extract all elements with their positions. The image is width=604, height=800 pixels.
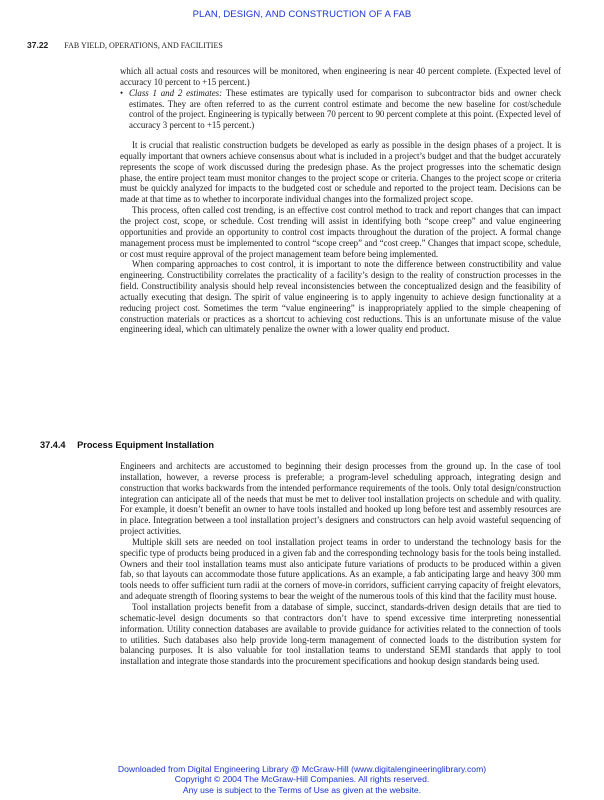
section-number: 37.4.4	[40, 440, 66, 450]
section-text-block	[120, 461, 561, 667]
body-paragraph: It is crucial that realistic construction budgets be developed as early as possible in the design phases of a project. It is equally important that owners achieve consensus about what is included in a project’s budget and that the budget accurately represents the scope of work discussed during the predesign phase. As the project progresses into the schematic design phase, the entire project team must monitor changes to the project scope or criteria. Changes to the project scope or criteria must be quickly analyzed for impacts to the budgeted cost or schedule and reported to the project team. Decisions can be made at that time as to whether to incorporate individual changes into the formalized project scope.	[120, 140, 561, 205]
footer-source-line: Downloaded from Digital Engineering Library @ McGraw-Hill (www.digitalengineeringlibrary.com)	[117, 764, 487, 774]
body-paragraph: When comparing approaches to cost control, it is important to note the difference between constructibility and value engineering. Constructibility correlates the practicality of a facility’s design to the reality of construction processes in the field. Constructibility analysis should help reveal inconsistencies between the conceptualized design and the feasibility of actually executing that design. The spirit of value engineering is to apply ingenuity to achieve design functionality at a reducing project cost. Sometimes the term “value engineering” is inappropriately applied to the simple cheapening of construction materials or practices as a shortcut to achieving cost reductions. This is an unfortunate misuse of the value engineering ideal, which can ultimately penalize the owner with a lower quality end product.	[120, 259, 561, 335]
body-paragraph: Tool installation projects benefit from a database of simple, succinct, standards-driven design details that are tied to schematic-level design documents so that contractors don’t have to spend excessive time interpreting nonessential information. Utility connection databases are available to provide guidance for activities related to the connection of tools to utilities. Such databases also help provide long-term management of connected loads to the distribution system for balancing purposes. It is also valuable for tool installation teams to understand SEMI standards that apply to tool installation and integrate those standards into the procurement specifications and hookup design standards being used.	[120, 601, 561, 667]
bullet-lead: Class 1 and 2 estimates:	[129, 87, 223, 98]
running-header	[27, 40, 223, 50]
bullet-text: These estimates are typically used for comparison to subcontractor bids and owner check estimates. They are often referred to as the current control estimate and become the new baseline for cost/schedule control of the project. Engineering is typically between 70 percent to 90 percent complete at this point. (Expected level of accuracy 3 percent to +15 percent.)	[129, 87, 562, 131]
body-paragraph: This process, often called cost trending, is an effective cost control method to track and report changes that can impact the project cost, scope, or schedule. Cost trending will assist in identifying both “scope creep” and value engineering opportunities and provide an opportunity to control cost impacts throughout the duration of the project. A formal change management process must be implemented to control “scope creep” and “cost creep.” Changes that impact scope, schedule, or cost must require approval of the project management team before being implemented.	[120, 205, 561, 259]
continuation-paragraph: which all actual costs and resources will be monitored, when engineering is near 40 percent complete. (Expected level of accuracy 10 percent to +15 percent.)	[120, 66, 561, 87]
download-footer	[0, 764, 604, 795]
body-paragraph: Multiple skill sets are needed on tool installation project teams in order to understand the technology basis for the specific type of products being produced in a given fab and the corresponding technology basis for the tools being installed. Owners and their tool installation teams must also anticipate future variations of products to be produced within a given fab, so that layouts can accommodate those future applications. As an example, a fab anticipating large and heavy 300 mm tools needs to offer sufficient turn radii at the corners of move-in corridors, sufficient carrying capacity of freight elevators, and adequate strength of flooring systems to bear the weight of the numerous tools of this kind that the facility must house.	[120, 536, 561, 602]
section-title: Process Equipment Installation	[77, 440, 214, 450]
footer-copyright-line: Copyright © 2004 The McGraw-Hill Companies. All rights reserved.	[174, 774, 430, 785]
bullet-marker: •	[120, 87, 124, 98]
estimate-bullet	[120, 88, 561, 131]
footer-terms-line: Any use is subject to the Terms of Use as given at the website.	[182, 784, 422, 795]
section-heading	[40, 440, 214, 450]
page-number: 37.22	[27, 40, 49, 50]
top-text-block	[120, 66, 561, 335]
running-title: FAB YIELD, OPERATIONS, AND FACILITIES	[64, 41, 223, 50]
body-paragraph: Engineers and architects are accustomed to beginning their design processes from the ground up. In the case of tool installation, however, a reverse process is preferable; a program-level scheduling approach, integrating design and construction that works backwards from the intended performance requirements of the tools. Only total design/construction integration can anticipate all of the needs that must be met to deliver tool installation projects on schedule and with quality. For example, it doesn’t benefit an owner to have tools installed and hooked up long before test and assembly resources are in place. Integration between a tool installation project’s designers and constructors can help avoid wasteful sequencing of project activities.	[120, 461, 561, 537]
book-title-banner: PLAN, DESIGN, AND CONSTRUCTION OF A FAB	[192, 9, 412, 20]
